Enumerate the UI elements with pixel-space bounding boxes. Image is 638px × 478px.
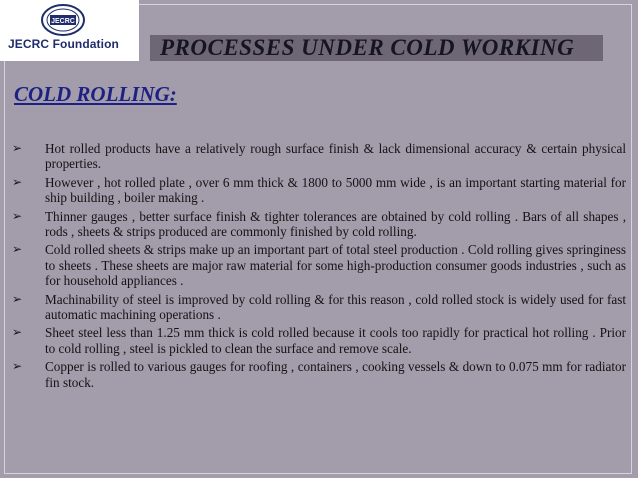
bullet-item <box>12 242 626 288</box>
bullet-text: Hot rolled products have a relatively rough surface finish & lack dimensional accuracy & certain physical properties. <box>45 141 626 172</box>
bullet-list <box>12 141 626 393</box>
bullet-arrow-icon: ➢ <box>12 291 23 306</box>
slide-subtitle: COLD ROLLING: <box>14 82 177 106</box>
logo <box>0 0 139 61</box>
slide-title: PROCESSES UNDER COLD WORKING <box>160 35 575 60</box>
bullet-text: Machinability of steel is improved by cold rolling & for this reason , cold rolled stock is widely used for fast automatic machining operations . <box>45 291 626 323</box>
bullet-text: Thinner gauges , better surface finish & tighter tolerances are obtained by cold rolling . Bars of all shapes , rods , sheets & strips produced are commonly finished by cold rolling. <box>45 208 626 240</box>
bullet-text: Copper is rolled to various gauges for roofing , containers , cooking vessels & down to 0.075 mm for radiator fin stock. <box>45 359 626 390</box>
jecrc-emblem-icon <box>40 3 86 37</box>
bullet-arrow-icon: ➢ <box>12 359 23 374</box>
bullet-text: However , hot rolled plate , over 6 mm thick & 1800 to 5000 mm wide , is an important starting material for ship building , boiler making . <box>45 174 626 206</box>
bullet-arrow-icon: ➢ <box>12 242 23 257</box>
bullet-item <box>12 359 626 390</box>
bullet-item <box>12 141 626 172</box>
logo-emblem-label: JECRC <box>51 18 75 25</box>
logo-text: JECRC Foundation <box>8 37 119 51</box>
bullet-arrow-icon: ➢ <box>12 208 23 223</box>
bullet-item <box>12 209 626 240</box>
bullet-text: Cold rolled sheets & strips make up an important part of total steel production . Cold rolling gives springiness to sheets . These sheets are major raw material for some high-production consumer goods industries , such as for household appliances . <box>45 242 626 289</box>
bullet-text: Sheet steel less than 1.25 mm thick is cold rolled because it cools too rapidly for practical hot rolling . Prior to cold rolling , steel is pickled to clean the surface and remove scale. <box>45 325 626 356</box>
bullet-item <box>12 175 626 206</box>
bullet-item <box>12 325 626 356</box>
bullet-arrow-icon: ➢ <box>12 174 23 189</box>
bullet-arrow-icon: ➢ <box>12 325 23 340</box>
bullet-arrow-icon: ➢ <box>12 141 23 155</box>
bullet-item <box>12 292 626 323</box>
